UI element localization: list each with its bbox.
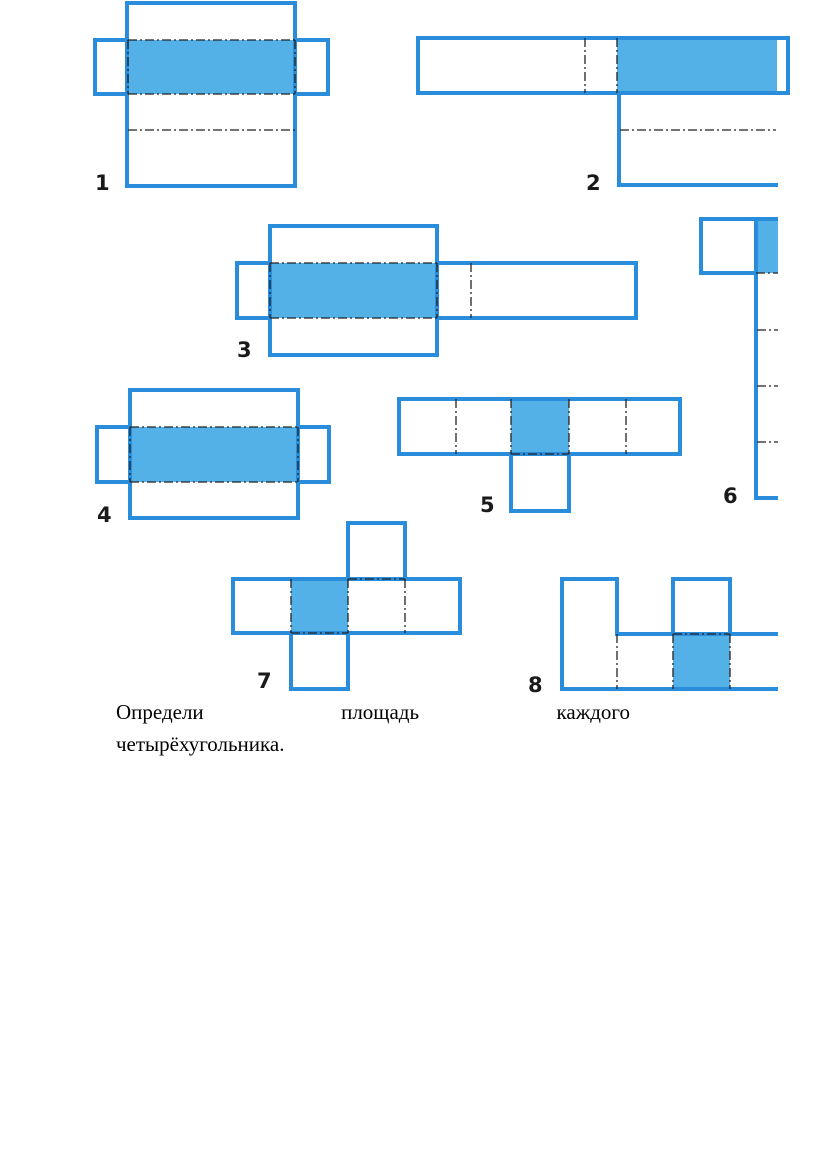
task-word-3: каждого — [556, 700, 630, 724]
label-4: 4 — [97, 503, 112, 527]
task-word-2: площадь — [341, 700, 420, 724]
label-7: 7 — [257, 669, 272, 693]
label-3: 3 — [237, 338, 252, 362]
task-line-1 — [116, 696, 630, 728]
net-7 — [233, 523, 460, 693]
label-2: 2 — [586, 171, 601, 195]
task-line-2: четырёхугольника. — [116, 732, 285, 756]
net-5 — [399, 399, 680, 517]
task-text — [116, 696, 630, 760]
net-3 — [237, 226, 636, 362]
net-2 — [418, 38, 788, 195]
label-8: 8 — [528, 673, 543, 697]
label-1: 1 — [95, 171, 110, 195]
task-word-1: Определи — [116, 700, 204, 724]
net-8 — [528, 579, 778, 697]
net-1 — [95, 3, 328, 195]
net-6 — [701, 219, 778, 508]
net-4 — [97, 390, 329, 527]
label-6: 6 — [723, 484, 738, 508]
label-5: 5 — [480, 493, 495, 517]
